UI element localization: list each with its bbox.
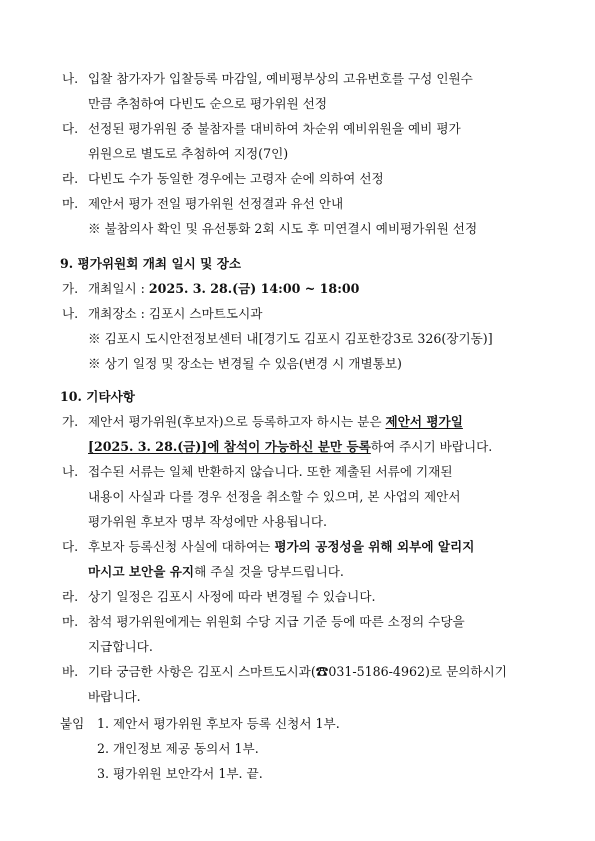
emphasis-text: 평가의 공정성을 위해 외부에 알리지 (274, 539, 475, 554)
item-text: 바랍니다. (88, 689, 141, 704)
item-marker: 가. (62, 414, 79, 429)
emphasis-text: [2025. 3. 28.(금)]에 참석이 가능하신 분만 등록 (88, 439, 371, 454)
place-text: 개최장소 : 김포시 스마트도시과 (88, 306, 263, 321)
item-text: 제안서 평가 전일 평가위원 선정결과 유선 안내 (88, 196, 344, 211)
item-text-plain: 해 주실 것을 당부드립니다. (194, 564, 344, 579)
item-marker: 가. (62, 281, 79, 296)
date-line (88, 280, 359, 298)
item-marker: 라. (62, 171, 79, 186)
item-marker: 나. (62, 71, 79, 86)
item-text (88, 438, 492, 456)
date-value: 2025. 3. 28.(금) 14:00 ~ 18:00 (148, 281, 360, 296)
item-text: 내용이 사실과 다를 경우 선정을 취소할 수 있으며, 본 사업의 제안서 (88, 489, 461, 504)
item-text: 참석 평가위원에게는 위원회 수당 지급 기준 등에 따른 소정의 수당을 (88, 614, 465, 629)
item-marker: 마. (62, 196, 79, 211)
item-text-plain: 제안서 평가위원(후보자)으로 등록하고자 하시는 분은 (88, 414, 386, 429)
item-marker: 다. (62, 121, 79, 136)
attachment-item: 1. 제안서 평가위원 후보자 등록 신청서 1부. (97, 716, 340, 731)
item-text: 접수된 서류는 일체 반환하지 않습니다. 또한 제출된 서류에 기재된 (88, 464, 453, 479)
item-marker: 라. (62, 589, 79, 604)
item-marker: 나. (62, 306, 79, 321)
attachment-label: 붙임 (60, 716, 85, 731)
item-text (88, 563, 344, 581)
item-text: 위원으로 별도로 추첨하여 지정(7인) (88, 146, 289, 161)
item-text: 다빈도 수가 동일한 경우에는 고령자 순에 의하여 선정 (88, 171, 384, 186)
item-text: 입찰 참가자가 입찰등록 마감일, 예비평부상의 고유번호를 구성 인원수 (88, 71, 473, 86)
item-marker: 마. (62, 614, 79, 629)
emphasis-text: 마시고 보안을 유지 (88, 564, 195, 579)
section-heading: 10. 기타사항 (60, 389, 135, 404)
item-text: 평가위원 후보자 명부 작성에만 사용됩니다. (88, 514, 327, 529)
item-marker: 다. (62, 539, 79, 554)
attachment-item: 3. 평가위원 보안각서 1부. 끝. (97, 766, 263, 781)
item-text: 지급합니다. (88, 639, 153, 654)
note-text: ※ 김포시 도시안전정보센터 내[경기도 김포시 김포한강3로 326(장기동)] (88, 331, 493, 346)
item-marker: 바. (62, 664, 79, 679)
item-text: 기타 궁금한 사항은 김포시 스마트도시과(☎031-5186-4962)로 문의하시기 (88, 664, 507, 679)
item-text: 선정된 평가위원 중 불참자를 대비하여 차순위 예비위원을 예비 평가 (88, 121, 461, 136)
item-text (88, 413, 463, 431)
item-text: 만큼 추첨하여 다빈도 순으로 평가위원 선정 (88, 96, 327, 111)
item-text (88, 538, 474, 556)
note-text: ※ 불참의사 확인 및 유선통화 2회 시도 후 미연결시 예비평가위원 선정 (88, 221, 478, 236)
item-text-plain: 하여 주시기 바랍니다. (370, 439, 493, 454)
item-marker: 나. (62, 464, 79, 479)
emphasis-text: 제안서 평가일 (385, 414, 463, 429)
item-text: 상기 일정은 김포시 사정에 따라 변경될 수 있습니다. (88, 589, 376, 604)
note-text: ※ 상기 일정 및 장소는 변경될 수 있음(변경 시 개별통보) (88, 356, 402, 371)
item-text-plain: 후보자 등록신청 사실에 대하여는 (88, 539, 275, 554)
date-label: 개최일시 : (88, 281, 149, 296)
attachment-item: 2. 개인정보 제공 동의서 1부. (97, 741, 259, 756)
section-heading: 9. 평가위원회 개최 일시 및 장소 (60, 256, 242, 271)
